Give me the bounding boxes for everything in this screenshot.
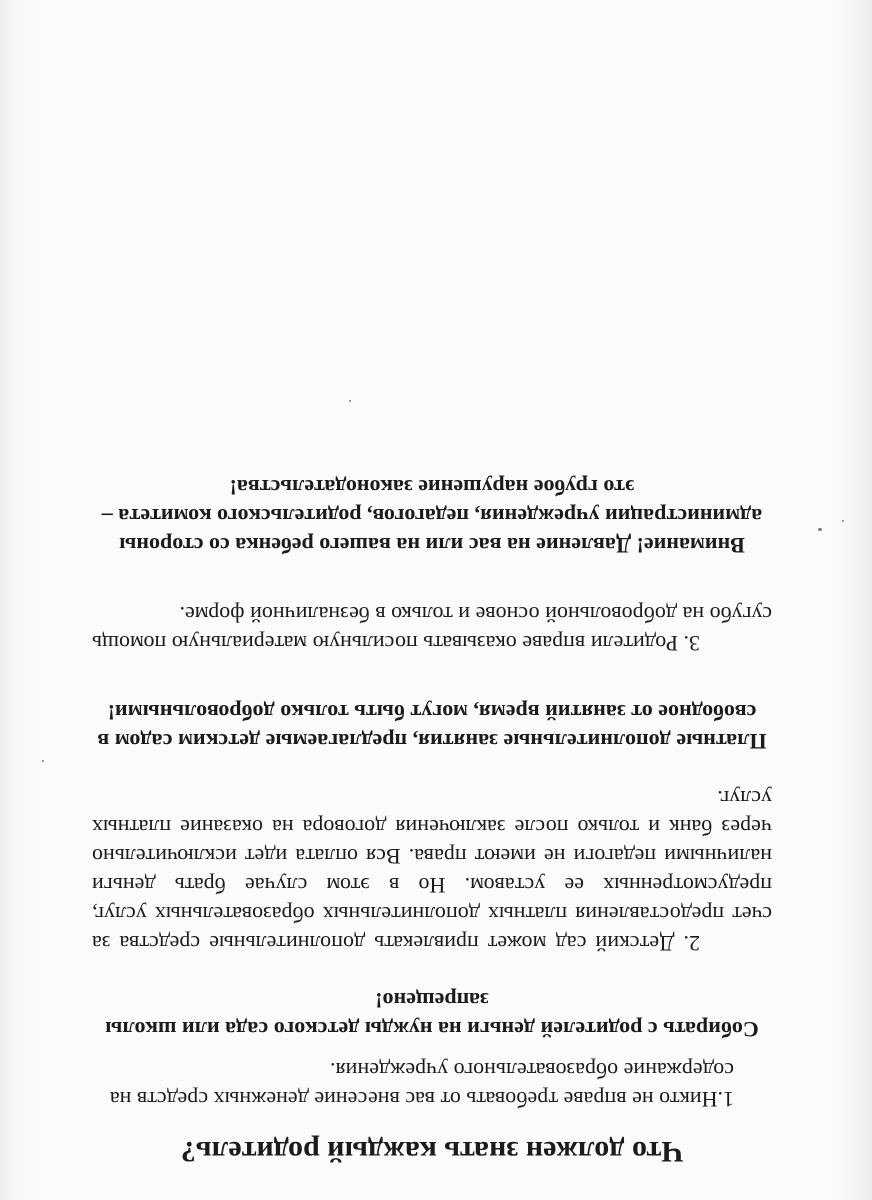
scan-speck (349, 400, 351, 402)
document-body (92, 473, 772, 1170)
scan-speck (842, 520, 844, 522)
document-title: Что должен знать каждый родитель? (180, 1135, 684, 1168)
warning-3: Внимание! Давление на вас или на вашего ребенка со стороны администрации учреждения, педагогов, родительского комитета – это грубое нарушение законодательства! (101, 475, 763, 558)
item-2: 2. Детский сад может привлекать дополнительные средства за счет предоставления платных дополнительных образовательных услуг, предусмотренных ее уставом. Но в этом случае брать деньги наличными педагоги не имеют права. Вся оплата идет исключительно через банк и только после заключения договора на оказание платных услуг. (92, 786, 772, 956)
item-3: 3. Родители вправе оказывать посильную материальную помощь сугубо на добровольной основе и только в безналичной форме. (92, 602, 772, 656)
warning-2: Платные дополнительные занятия, предлагаемые детским садом в свободное от занятий время, могут быть только добровольными! (97, 700, 767, 754)
item-1: 1.Никто не вправе требовать от вас внесение денежных средств на содержание образовательного учреждения. (109, 1058, 734, 1112)
warning-1: Собирать с родителей деньги на нужды детского сада или школы запрещено! (105, 988, 759, 1042)
scan-speck (818, 528, 822, 531)
scan-speck (42, 760, 44, 762)
